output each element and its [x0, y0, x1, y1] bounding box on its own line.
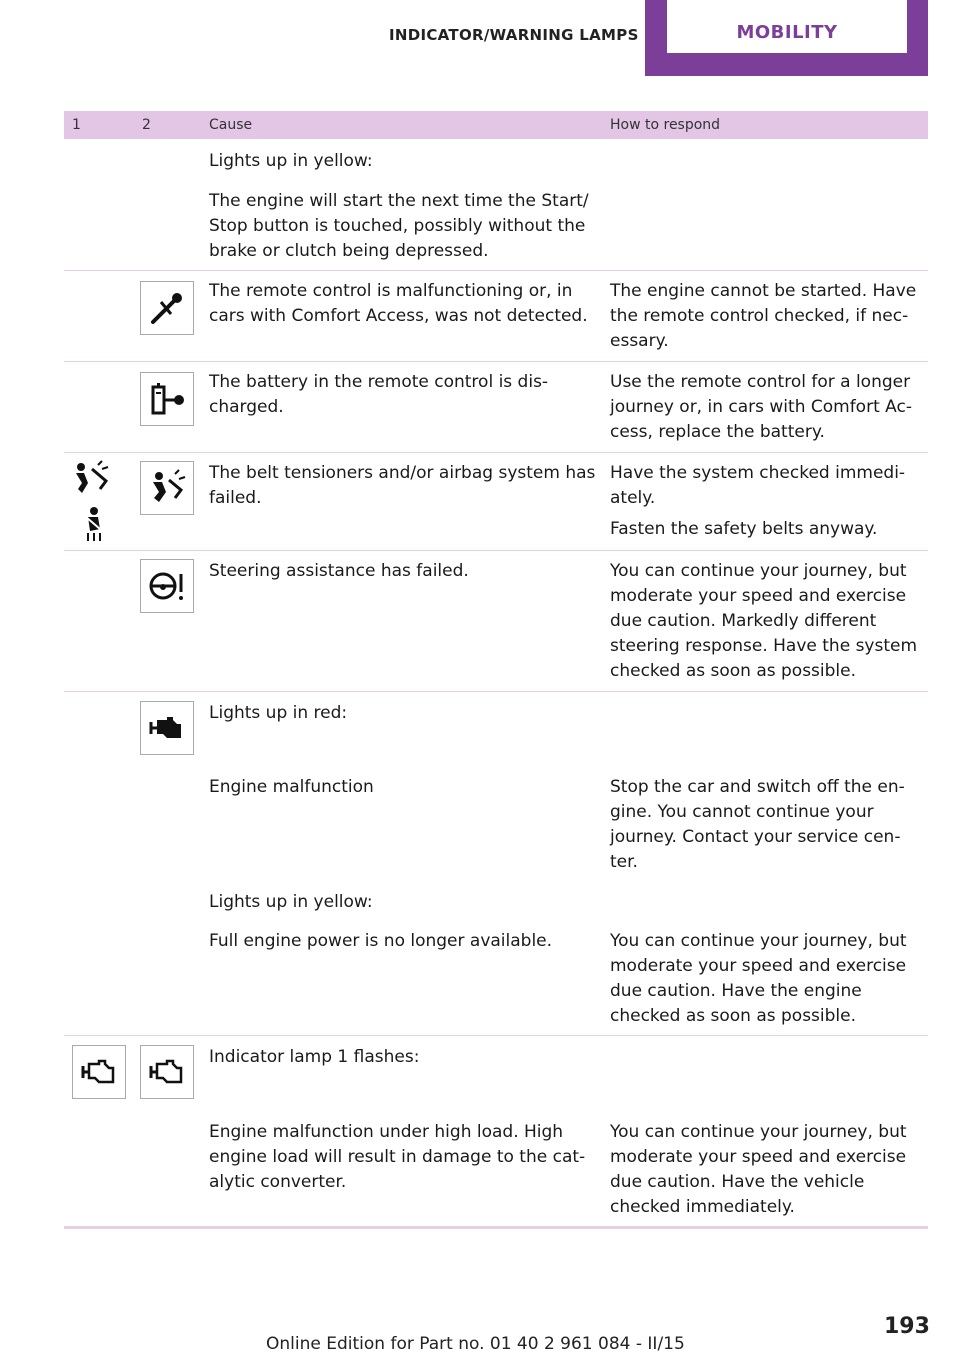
remote-key-malfunction-icon — [140, 281, 194, 335]
cause-text: Lights up in yellow: — [209, 151, 373, 171]
column-header-respond: How to respond — [610, 117, 721, 133]
table-row — [64, 362, 928, 453]
column-header-cause: Cause — [209, 117, 253, 133]
engine-outline-icon — [72, 1045, 126, 1099]
table-row — [64, 271, 928, 362]
edition-footer: Online Edition for Part no. 01 40 2 961 084 - II/15 — [266, 1334, 685, 1354]
respond-text: You can continue your journey, but moderate your speed and exercise due caution. Have the vehicle checked immediately. — [610, 1122, 907, 1217]
page-number: 193 — [884, 1314, 930, 1339]
table-header — [64, 111, 928, 139]
cause-text: The engine will start the next time the Start/ Stop button is touched, possibly without the brake or clutch being depressed. — [209, 191, 589, 261]
respond-text: Stop the car and switch off the en- gine. You cannot continue your journey. Contact your service cen- ter. — [610, 777, 905, 872]
remote-battery-icon — [140, 372, 194, 426]
cause-text: Engine malfunction under high load. High engine load will result in damage to the cat- alytic converter. — [209, 1122, 586, 1192]
cause-text: Indicator lamp 1 flashes: — [209, 1047, 420, 1067]
airbag-icon — [140, 461, 194, 515]
section-title: INDICATOR/WARNING LAMPS — [389, 26, 639, 44]
cause-text: The belt tensioners and/or airbag system has failed. — [209, 463, 596, 508]
cause-text: The battery in the remote control is dis- charged. — [209, 372, 549, 417]
chapter-tab-label: MOBILITY — [736, 22, 838, 43]
respond-text: Have the system checked immedi- ately. — [610, 463, 906, 508]
table-row — [64, 1036, 928, 1229]
table-row — [64, 551, 928, 692]
respond-text: You can continue your journey, but moderate your speed and exercise due caution. Markedly different steering response. Have the system checked as soon as possible. — [610, 561, 918, 681]
table-row — [64, 453, 928, 551]
engine-filled-icon — [140, 701, 194, 755]
respond-text: Fasten the safety belts anyway. — [610, 519, 878, 539]
table-row — [64, 692, 928, 1036]
respond-text: You can continue your journey, but moderate your speed and exercise due caution. Have the engine checked as soon as possible. — [610, 931, 907, 1026]
respond-text: Use the remote control for a longer journey or, in cars with Comfort Ac- cess, replace the battery. — [610, 372, 912, 442]
steering-warning-icon — [140, 559, 194, 613]
cause-text: Lights up in red: — [209, 703, 348, 723]
column-header-2: 2 — [142, 117, 151, 133]
table-row — [64, 139, 928, 271]
cause-text: Lights up in yellow: — [209, 892, 373, 912]
chapter-tab[interactable] — [645, 0, 928, 76]
cause-text: Full engine power is no longer available. — [209, 931, 553, 951]
engine-outline-icon — [140, 1045, 194, 1099]
airbag-seatbelt-icon — [72, 459, 130, 543]
cause-text: Steering assistance has failed. — [209, 561, 469, 581]
warning-lamps-table — [64, 111, 928, 1229]
respond-text: The engine cannot be started. Have the remote control checked, if nec- essary. — [610, 281, 917, 351]
cause-text: The remote control is malfunctioning or, in cars with Comfort Access, was not detected. — [209, 281, 588, 326]
cause-text: Engine malfunction — [209, 777, 374, 797]
column-header-1: 1 — [72, 117, 81, 133]
